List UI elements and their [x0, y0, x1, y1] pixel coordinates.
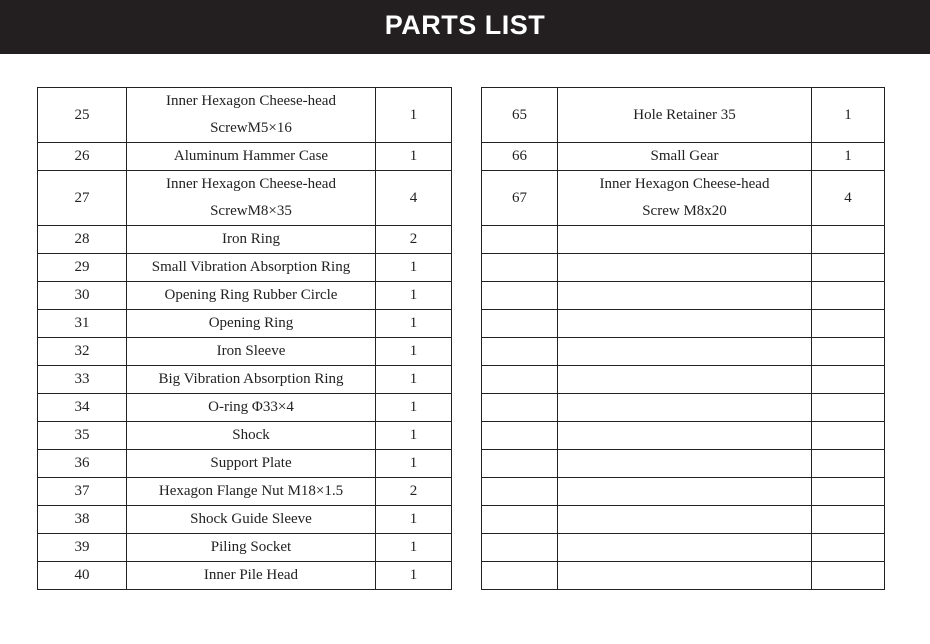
part-number-cell [482, 226, 558, 254]
part-number-cell [482, 562, 558, 590]
part-number-cell: 30 [38, 282, 127, 310]
table-row [38, 310, 885, 338]
part-name-cell [558, 506, 812, 534]
part-name-line: Hole Retainer 35 [633, 106, 736, 123]
part-name-line: Screw M8x20 [642, 203, 727, 219]
quantity-cell [812, 534, 885, 562]
part-name-line: Hexagon Flange Nut M18×1.5 [158, 483, 344, 499]
part-name-line: Aluminum Hammer Case [173, 148, 329, 164]
quantity-cell: 2 [376, 226, 452, 254]
part-name-line: Big Vibration Absorption Ring [158, 371, 344, 387]
table-row [38, 506, 885, 534]
part-name-line: Iron Sleeve [216, 343, 286, 359]
part-name-line: Piling Socket [210, 539, 292, 555]
quantity-cell: 1 [376, 338, 452, 366]
table-row [38, 366, 885, 394]
part-name-cell [558, 562, 812, 590]
column-separator [452, 171, 482, 226]
quantity-cell: 1 [376, 310, 452, 338]
quantity-cell: 1 [376, 422, 452, 450]
quantity-cell: 1 [376, 394, 452, 422]
table-row [38, 88, 885, 143]
part-number-cell [482, 450, 558, 478]
column-separator [452, 506, 482, 534]
part-name-cell [558, 254, 812, 282]
column-separator [452, 422, 482, 450]
quantity-cell [812, 450, 885, 478]
part-name-cell [127, 282, 376, 310]
part-name-cell [558, 394, 812, 422]
part-number-cell [482, 534, 558, 562]
part-number-cell: 34 [38, 394, 127, 422]
quantity-cell: 1 [812, 143, 885, 171]
part-number-cell [482, 394, 558, 422]
part-name-cell [558, 450, 812, 478]
part-number-cell: 37 [38, 478, 127, 506]
table-row [38, 226, 885, 254]
part-number-cell: 27 [38, 171, 127, 226]
table-row [38, 394, 885, 422]
quantity-cell: 2 [376, 478, 452, 506]
part-name-cell [558, 534, 812, 562]
part-number-cell [482, 366, 558, 394]
part-number-cell [482, 506, 558, 534]
part-name-cell [558, 422, 812, 450]
part-name-line: Inner Hexagon Cheese-head [166, 93, 336, 109]
part-number-cell [482, 478, 558, 506]
part-number-cell: 65 [482, 88, 558, 143]
part-number-cell [482, 338, 558, 366]
quantity-cell: 1 [376, 254, 452, 282]
part-number-cell: 35 [38, 422, 127, 450]
part-name-line: Shock Guide Sleeve [190, 511, 312, 527]
column-separator [452, 450, 482, 478]
table-row [38, 450, 885, 478]
part-name-cell [127, 366, 376, 394]
part-name-cell [127, 254, 376, 282]
quantity-cell: 1 [376, 143, 452, 171]
table-row [38, 171, 885, 226]
part-name-cell [127, 394, 376, 422]
table-row [38, 534, 885, 562]
part-number-cell: 66 [482, 143, 558, 171]
part-name-cell [127, 422, 376, 450]
table-row [38, 478, 885, 506]
part-name-cell [558, 338, 812, 366]
quantity-cell [812, 562, 885, 590]
part-name-cell [127, 534, 376, 562]
part-name-cell [127, 171, 376, 226]
column-separator [452, 562, 482, 590]
part-number-cell: 38 [38, 506, 127, 534]
column-separator [452, 534, 482, 562]
part-name-cell [127, 310, 376, 338]
quantity-cell: 1 [376, 534, 452, 562]
part-name-cell [558, 143, 812, 171]
part-name-line: Support Plate [210, 455, 292, 471]
part-name-line: O-ring Φ33×4 [208, 399, 294, 415]
part-name-line: Opening Ring [208, 315, 294, 331]
part-name-line: Iron Ring [222, 231, 280, 247]
quantity-cell: 1 [376, 562, 452, 590]
part-name-cell [558, 171, 812, 226]
quantity-cell: 1 [812, 88, 885, 143]
part-number-cell: 67 [482, 171, 558, 226]
quantity-cell [812, 422, 885, 450]
part-name-cell [127, 562, 376, 590]
part-number-cell: 39 [38, 534, 127, 562]
part-number-cell: 33 [38, 366, 127, 394]
part-number-cell: 26 [38, 143, 127, 171]
part-name-cell [558, 310, 812, 338]
table-row [38, 254, 885, 282]
part-number-cell: 25 [38, 88, 127, 143]
quantity-cell [812, 254, 885, 282]
part-name-cell [127, 88, 376, 143]
table-row [38, 422, 885, 450]
part-name-line: ScrewM8×35 [210, 203, 292, 219]
part-number-cell: 36 [38, 450, 127, 478]
part-number-cell [482, 422, 558, 450]
table-row [38, 282, 885, 310]
quantity-cell: 1 [376, 366, 452, 394]
column-separator [452, 254, 482, 282]
part-name-cell [127, 226, 376, 254]
column-separator [452, 478, 482, 506]
part-number-cell: 40 [38, 562, 127, 590]
part-number-cell [482, 282, 558, 310]
quantity-cell [812, 506, 885, 534]
part-name-line: Small Vibration Absorption Ring [151, 259, 351, 275]
part-number-cell: 31 [38, 310, 127, 338]
part-name-cell [127, 478, 376, 506]
quantity-cell: 4 [812, 171, 885, 226]
page-title: PARTS LIST [0, 0, 930, 54]
part-number-cell: 29 [38, 254, 127, 282]
quantity-cell: 1 [376, 282, 452, 310]
column-separator [452, 143, 482, 171]
part-number-cell [482, 310, 558, 338]
quantity-cell [812, 310, 885, 338]
part-name-line: Small Gear [650, 148, 719, 164]
part-name-cell [558, 88, 812, 143]
part-name-line: Inner Hexagon Cheese-head [166, 176, 336, 192]
table-row [38, 562, 885, 590]
quantity-cell: 4 [376, 171, 452, 226]
quantity-cell [812, 394, 885, 422]
part-name-cell [127, 338, 376, 366]
part-name-cell [558, 282, 812, 310]
column-separator [452, 338, 482, 366]
quantity-cell: 1 [376, 506, 452, 534]
parts-table [37, 87, 885, 590]
part-number-cell: 28 [38, 226, 127, 254]
quantity-cell: 1 [376, 88, 452, 143]
part-name-line: Opening Ring Rubber Circle [164, 287, 338, 303]
part-name-line: Shock [232, 427, 270, 443]
part-name-line: Inner Hexagon Cheese-head [599, 176, 770, 192]
part-name-line: Inner Pile Head [203, 567, 299, 583]
part-name-cell [558, 226, 812, 254]
table-row [38, 143, 885, 171]
part-number-cell: 32 [38, 338, 127, 366]
part-name-cell [558, 478, 812, 506]
part-name-cell [127, 450, 376, 478]
table-row [38, 338, 885, 366]
column-separator [452, 366, 482, 394]
part-number-cell [482, 254, 558, 282]
column-separator [452, 88, 482, 143]
part-name-cell [127, 143, 376, 171]
column-separator [452, 310, 482, 338]
quantity-cell [812, 478, 885, 506]
part-name-cell [127, 506, 376, 534]
quantity-cell [812, 338, 885, 366]
quantity-cell: 1 [376, 450, 452, 478]
column-separator [452, 282, 482, 310]
part-name-cell [558, 366, 812, 394]
quantity-cell [812, 366, 885, 394]
part-name-line: ScrewM5×16 [210, 120, 292, 136]
column-separator [452, 226, 482, 254]
column-separator [452, 394, 482, 422]
quantity-cell [812, 226, 885, 254]
quantity-cell [812, 282, 885, 310]
